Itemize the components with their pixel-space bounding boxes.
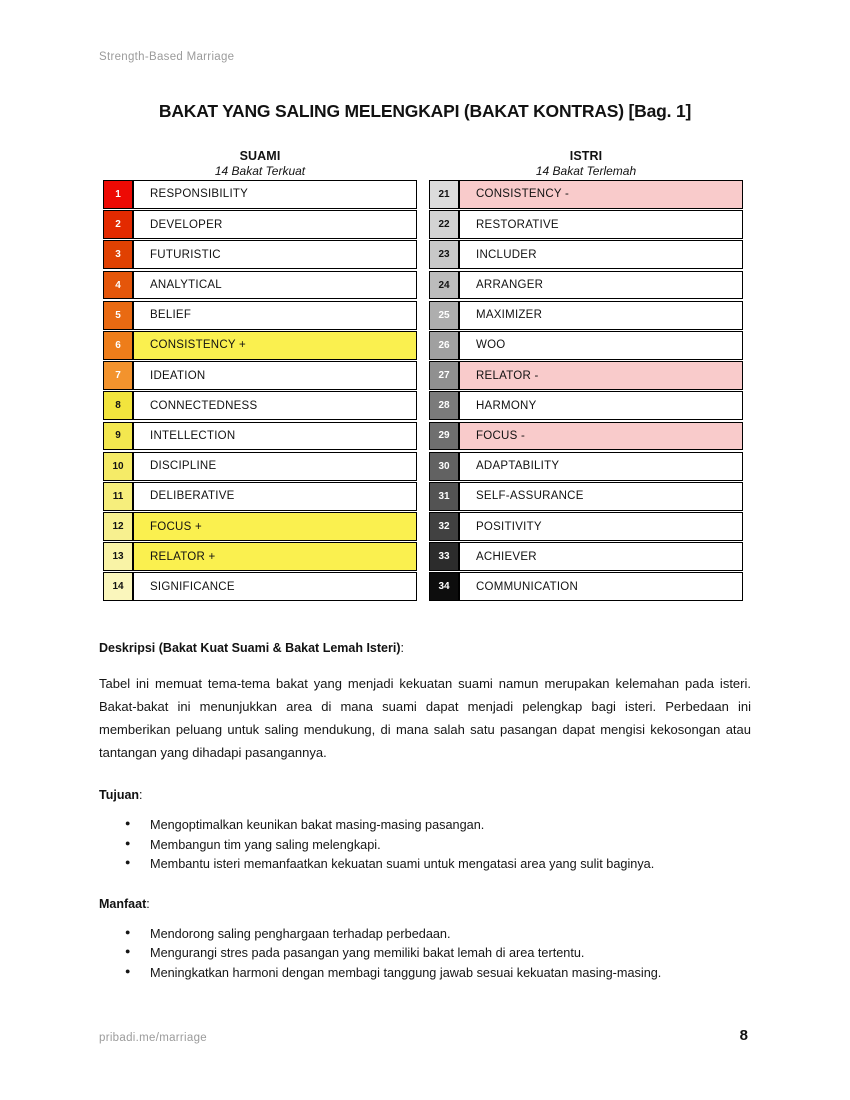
suami-column-subtitle: 14 Bakat Terkuat bbox=[214, 164, 306, 178]
table-row bbox=[103, 452, 417, 481]
description-heading bbox=[99, 641, 751, 655]
talent-rank: 33 bbox=[429, 542, 459, 571]
talent-name: SELF-ASSURANCE bbox=[459, 482, 743, 511]
talent-rank: 23 bbox=[429, 240, 459, 269]
table-row bbox=[429, 210, 743, 239]
table-row bbox=[103, 210, 417, 239]
manfaat-heading bbox=[99, 897, 751, 911]
bullet-icon: ● bbox=[125, 946, 131, 957]
talent-name: INTELLECTION bbox=[133, 422, 417, 451]
istri-column-header bbox=[429, 149, 743, 180]
suami-column-title: SUAMI bbox=[239, 149, 281, 163]
talent-rank: 7 bbox=[103, 361, 133, 390]
list-item bbox=[99, 855, 751, 875]
talent-rank: 2 bbox=[103, 210, 133, 239]
tujuan-heading-colon: : bbox=[139, 788, 143, 802]
description-heading-text: Deskripsi (Bakat Kuat Suami & Bakat Lemah Isteri) bbox=[99, 641, 401, 655]
footer-link: pribadi.me/marriage bbox=[99, 1032, 207, 1044]
talent-name: MAXIMIZER bbox=[459, 301, 743, 330]
page-number: 8 bbox=[739, 1027, 748, 1044]
talent-rank: 30 bbox=[429, 452, 459, 481]
table-row bbox=[103, 240, 417, 269]
talent-name: DISCIPLINE bbox=[133, 452, 417, 481]
istri-column bbox=[429, 149, 743, 601]
table-row bbox=[103, 180, 417, 209]
table-row bbox=[429, 391, 743, 420]
table-row bbox=[429, 271, 743, 300]
table-row bbox=[429, 482, 743, 511]
bullet-icon: ● bbox=[125, 857, 131, 868]
suami-talent-table bbox=[103, 180, 417, 601]
istri-talent-table bbox=[429, 180, 743, 601]
tujuan-heading-text: Tujuan bbox=[99, 788, 140, 802]
list-item bbox=[99, 836, 751, 856]
table-row bbox=[103, 391, 417, 420]
talent-name: POSITIVITY bbox=[459, 512, 743, 541]
talent-rank: 24 bbox=[429, 271, 459, 300]
table-row bbox=[429, 542, 743, 571]
talent-name: CONNECTEDNESS bbox=[133, 391, 417, 420]
list-item-text: Mendorong saling penghargaan terhadap perbedaan. bbox=[150, 926, 451, 941]
list-item bbox=[99, 964, 751, 984]
talent-name: CONSISTENCY - bbox=[459, 180, 743, 209]
table-row bbox=[429, 572, 743, 601]
bullet-icon: ● bbox=[125, 818, 131, 828]
tujuan-heading bbox=[99, 788, 751, 802]
list-item bbox=[99, 816, 751, 836]
talent-rank: 3 bbox=[103, 240, 133, 269]
manfaat-heading-text: Manfaat bbox=[99, 896, 147, 911]
talent-name: FOCUS - bbox=[459, 422, 743, 451]
suami-column bbox=[103, 149, 417, 601]
talent-name: BELIEF bbox=[133, 301, 417, 330]
talent-rank: 28 bbox=[429, 391, 459, 420]
talent-name: RESTORATIVE bbox=[459, 210, 743, 239]
talent-rank: 10 bbox=[103, 452, 133, 481]
contrast-talent-tables bbox=[103, 149, 743, 601]
talent-name: COMMUNICATION bbox=[459, 572, 743, 601]
table-row bbox=[429, 452, 743, 481]
list-item-text: Meningkatkan harmoni dengan membagi tanggung jawab sesuai kekuatan masing-masing. bbox=[150, 965, 662, 980]
talent-rank: 8 bbox=[103, 391, 133, 420]
talent-rank: 1 bbox=[103, 180, 133, 209]
description-paragraph: Tabel ini memuat tema-tema bakat yang menjadi kekuatan suami namun merupakan kelemahan pada isteri. Bakat-bakat ini menunjukkan area di mana suami dapat menjadi pelengkap bagi isteri. Perbedaan ini memberikan peluang untuk saling mendukung, di mana salah satu pasangan dapat mengisi kekosongan atau tantangan yang dihadapi pasangannya. bbox=[99, 676, 751, 760]
talent-name: ANALYTICAL bbox=[133, 271, 417, 300]
talent-rank: 22 bbox=[429, 210, 459, 239]
talent-name: HARMONY bbox=[459, 391, 743, 420]
talent-name: INCLUDER bbox=[459, 240, 743, 269]
talent-name: SIGNIFICANCE bbox=[133, 572, 417, 601]
table-row bbox=[103, 572, 417, 601]
table-row bbox=[103, 331, 417, 360]
list-item-text: Membantu isteri memanfaatkan kekuatan suami untuk mengatasi area yang sulit baginya. bbox=[150, 857, 655, 872]
talent-name: DELIBERATIVE bbox=[133, 482, 417, 511]
table-row bbox=[103, 271, 417, 300]
talent-name: RELATOR + bbox=[133, 542, 417, 571]
talent-rank: 26 bbox=[429, 331, 459, 360]
list-item bbox=[99, 944, 751, 964]
talent-rank: 34 bbox=[429, 572, 459, 601]
description-heading-colon: : bbox=[400, 641, 404, 655]
talent-rank: 29 bbox=[429, 422, 459, 451]
talent-rank: 6 bbox=[103, 331, 133, 360]
table-row bbox=[103, 482, 417, 511]
list-item-text: Membangun tim yang saling melengkapi. bbox=[150, 837, 381, 852]
talent-rank: 13 bbox=[103, 542, 133, 571]
talent-rank: 31 bbox=[429, 482, 459, 511]
list-item-text: Mengurangi stres pada pasangan yang memiliki bakat lemah di area tertentu. bbox=[150, 946, 585, 961]
talent-name: FUTURISTIC bbox=[133, 240, 417, 269]
talent-name: RESPONSIBILITY bbox=[133, 180, 417, 209]
talent-name: ARRANGER bbox=[459, 271, 743, 300]
talent-rank: 14 bbox=[103, 572, 133, 601]
talent-name: IDEATION bbox=[133, 361, 417, 390]
talent-rank: 11 bbox=[103, 482, 133, 511]
table-row bbox=[103, 542, 417, 571]
bullet-icon: ● bbox=[125, 837, 131, 848]
table-row bbox=[429, 180, 743, 209]
talent-rank: 21 bbox=[429, 180, 459, 209]
list-item bbox=[99, 925, 751, 945]
talent-rank: 27 bbox=[429, 361, 459, 390]
table-row bbox=[103, 301, 417, 330]
page-title: BAKAT YANG SALING MELENGKAPI (BAKAT KONTRAS) [Bag. 1] bbox=[158, 101, 692, 121]
talent-rank: 5 bbox=[103, 301, 133, 330]
table-row bbox=[429, 301, 743, 330]
istri-column-title: ISTRI bbox=[569, 149, 603, 163]
suami-column-header bbox=[103, 149, 417, 180]
table-row bbox=[429, 512, 743, 541]
talent-name: CONSISTENCY + bbox=[133, 331, 417, 360]
istri-column-subtitle: 14 Bakat Terlemah bbox=[535, 164, 637, 178]
body-content bbox=[99, 641, 751, 983]
talent-rank: 25 bbox=[429, 301, 459, 330]
talent-name: ACHIEVER bbox=[459, 542, 743, 571]
running-header: Strength-Based Marriage bbox=[99, 51, 235, 63]
bullet-icon: ● bbox=[125, 926, 131, 937]
table-row bbox=[429, 331, 743, 360]
talent-name: DEVELOPER bbox=[133, 210, 417, 239]
talent-rank: 4 bbox=[103, 271, 133, 300]
table-row bbox=[429, 361, 743, 390]
manfaat-list bbox=[99, 925, 751, 984]
talent-rank: 32 bbox=[429, 512, 459, 541]
table-row bbox=[429, 422, 743, 451]
list-item-text: Mengoptimalkan keunikan bakat masing-masing pasangan. bbox=[150, 818, 485, 832]
table-row bbox=[103, 422, 417, 451]
table-row bbox=[429, 240, 743, 269]
tujuan-list bbox=[99, 816, 751, 875]
table-row bbox=[103, 512, 417, 541]
talent-name: FOCUS + bbox=[133, 512, 417, 541]
talent-name: WOO bbox=[459, 331, 743, 360]
talent-name: RELATOR - bbox=[459, 361, 743, 390]
manfaat-heading-colon: : bbox=[146, 896, 150, 911]
talent-name: ADAPTABILITY bbox=[459, 452, 743, 481]
talent-rank: 12 bbox=[103, 512, 133, 541]
bullet-icon: ● bbox=[125, 965, 131, 976]
talent-rank: 9 bbox=[103, 422, 133, 451]
table-row bbox=[103, 361, 417, 390]
